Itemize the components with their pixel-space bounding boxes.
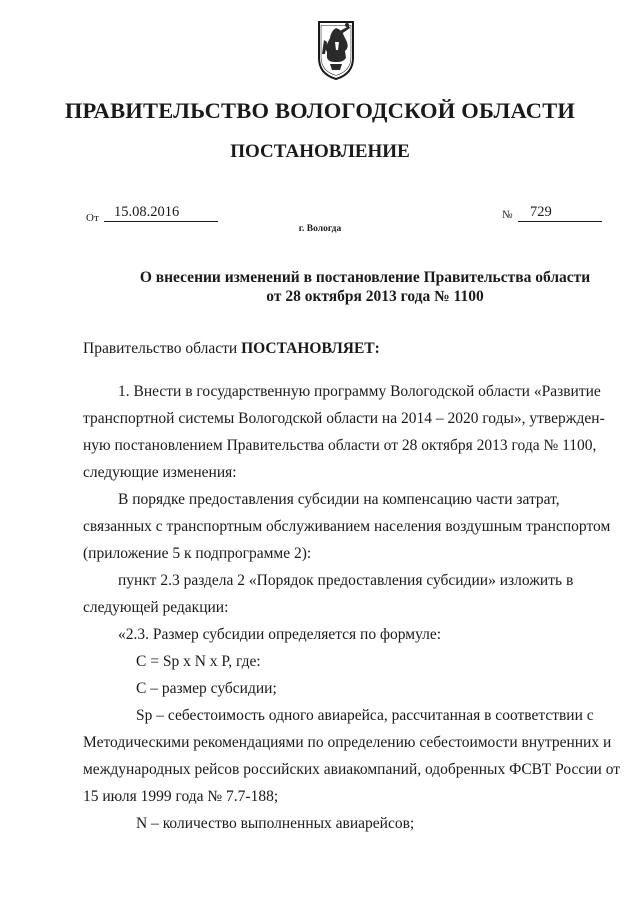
body-line: международных рейсов российских авиакомпаний, одобренных ФСВТ России от: [83, 761, 621, 778]
date-label: От: [86, 212, 99, 224]
body-line: (приложение 5 к подпрограмме 2):: [83, 545, 312, 562]
body-line: следующие изменения:: [83, 464, 237, 481]
body-line: следующей редакции:: [83, 599, 229, 616]
subject-line-2: от 28 октября 2013 года № 1100: [266, 288, 484, 305]
document-date: 15.08.2016: [104, 203, 218, 222]
body-line: В порядке предоставления субсидии на компенсацию части затрат,: [118, 491, 560, 508]
body-line: Sp – себестоимость одного авиарейса, рассчитанная в соответствии с: [136, 707, 594, 724]
body-line: связанных с транспортным обслуживанием населения воздушным транспортом: [83, 518, 611, 535]
number-label: №: [502, 209, 513, 221]
body-line: 15 июля 1999 года № 7.7-188;: [83, 788, 279, 805]
city-name: г. Вологда: [298, 224, 342, 234]
body-line: N – количество выполненных авиарейсов;: [136, 815, 415, 832]
document-type: ПОСТАНОВЛЕНИЕ: [230, 141, 410, 162]
body-line: транспортной системы Вологодской области на 2014 – 2020 годы», утвержден-: [83, 410, 605, 427]
body-line: 1. Внести в государственную программу Вологодской области «Развитие: [118, 383, 601, 400]
government-title: ПРАВИТЕЛЬСТВО ВОЛОГОДСКОЙ ОБЛАСТИ: [64, 98, 576, 123]
coat-of-arms-icon: [316, 18, 356, 82]
body-line: ную постановлением Правительства области от 28 октября 2013 года № 1100,: [83, 437, 597, 454]
body-line: С = Sp x N x P, где:: [136, 653, 261, 670]
body-line: пункт 2.3 раздела 2 «Порядок предоставления субсидии» изложить в: [118, 572, 574, 589]
preamble-text: Правительство области: [83, 340, 242, 357]
body-line: С – размер субсидии;: [136, 680, 277, 697]
body-line: Методическими рекомендациями по определению себестоимости внутренних и: [83, 734, 612, 751]
document-number: 729: [518, 203, 602, 222]
document-subject: [0, 268, 640, 306]
body-line: «2.3. Размер субсидии определяется по формуле:: [118, 626, 442, 643]
subject-line-1: О внесении изменений в постановление Правительства области: [139, 269, 591, 286]
preamble-decree: ПОСТАНОВЛЯЕТ:: [241, 340, 380, 357]
preamble: [83, 340, 380, 358]
